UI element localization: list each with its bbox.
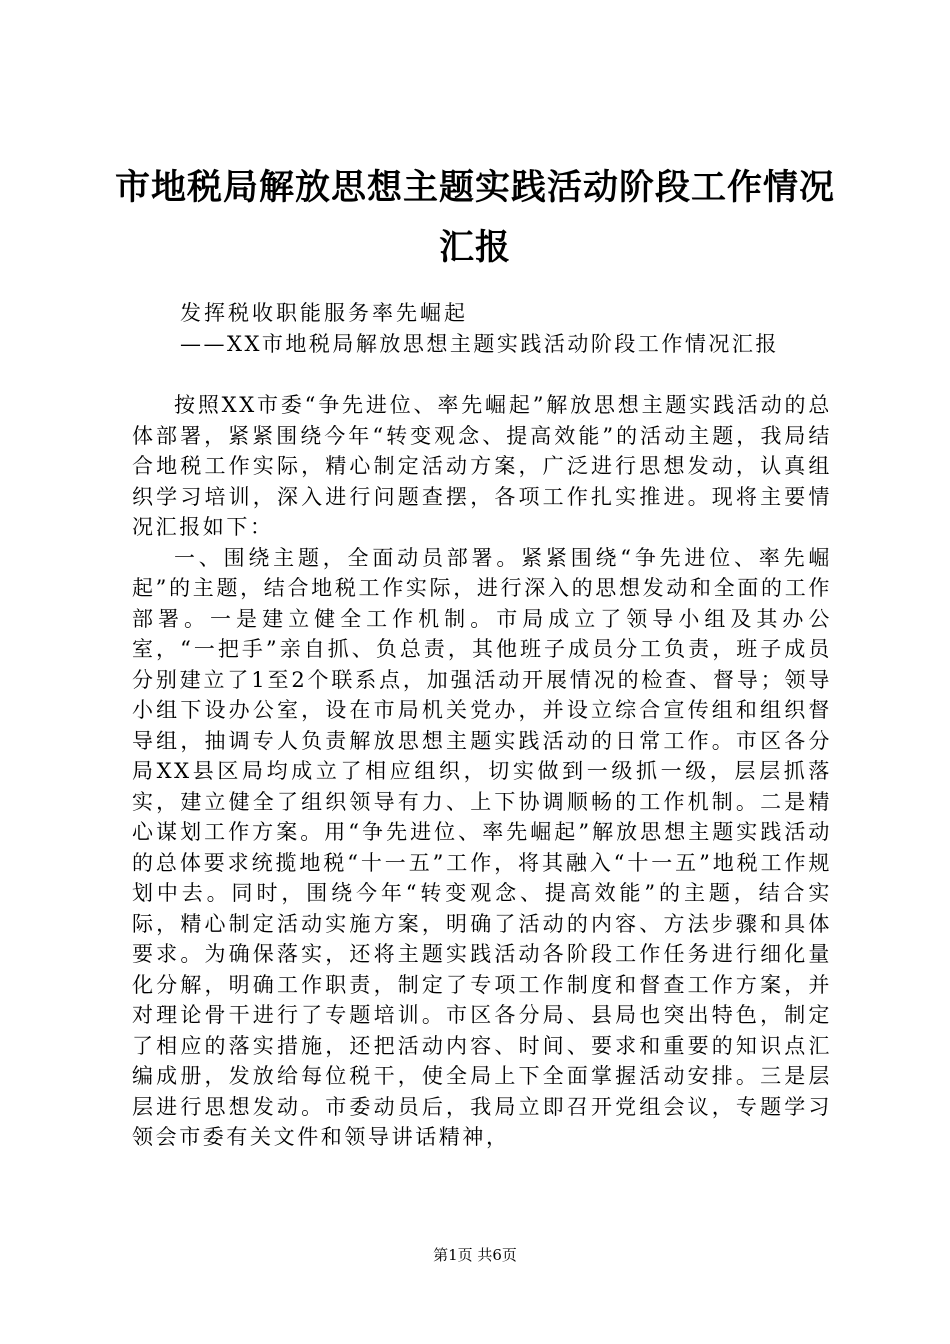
document-body bbox=[132, 390, 832, 1153]
page-footer: 第1页 共6页 bbox=[433, 1246, 517, 1264]
paragraph-section-one: 一、围绕主题，全面动员部署。紧紧围绕“争先进位、率先崛起”的主题，结合地税工作实际，进行深入的思想发动和全面的工作部署。一是建立健全工作机制。市局成立了领导小组及其办公室，“一把手”亲自抓、负总责，其他班子成员分工负责，班子成员分别建立了1至2个联系点，加强活动开展情况的检查、督导；领导小组下设办公室，设在市局机关党办，并设立综合宣传组和组织督导组，抽调专人负责解放思想主题实践活动的日常工作。市区各分局XX县区局均成立了相应组织，切实做到一级抓一级，层层抓落实，建立健全了组织领导有力、上下协调顺畅的工作机制。二是精心谋划工作方案。用“争先进位、率先崛起”解放思想主题实践活动的总体要求统揽地税“十一五”工作，将其融入“十一五”地税工作规划中去。同时，围绕今年“转变观念、提高效能”的主题，结合实际，精心制定活动实施方案，明确了活动的内容、方法步骤和具体要求。为确保落实，还将主题实践活动各阶段工作任务进行细化量化分解，明确工作职责，制定了专项工作制度和督查工作方案，并对理论骨干进行了专题培训。市区各分局、县局也突出特色，制定了相应的落实措施，还把活动内容、时间、要求和重要的知识点汇编成册，发放给每位税干，使全局上下全面掌握活动安排。三是层层进行思想发动。市委动员后，我局立即召开党组会议，专题学习领会市委有关文件和领导讲话精神， bbox=[132, 545, 832, 1149]
document-title: 市地税局解放思想主题实践活动阶段工作情况汇报 bbox=[114, 167, 835, 268]
document-subtitle: 发挥税收职能服务率先崛起 bbox=[180, 301, 468, 325]
paragraph-intro: 按照XX市委“争先进位、率先崛起”解放思想主题实践活动的总体部署，紧紧围绕今年“转变观念、提高效能”的活动主题，我局结合地税工作实际，精心制定活动方案，广泛进行思想发动，认真组织学习培训，深入进行问题查摆，各项工作扎实推进。现将主要情况汇报如下： bbox=[132, 393, 832, 539]
document-subtitle-secondary: ——XX市地税局解放思想主题实践活动阶段工作情况汇报 bbox=[180, 332, 779, 356]
